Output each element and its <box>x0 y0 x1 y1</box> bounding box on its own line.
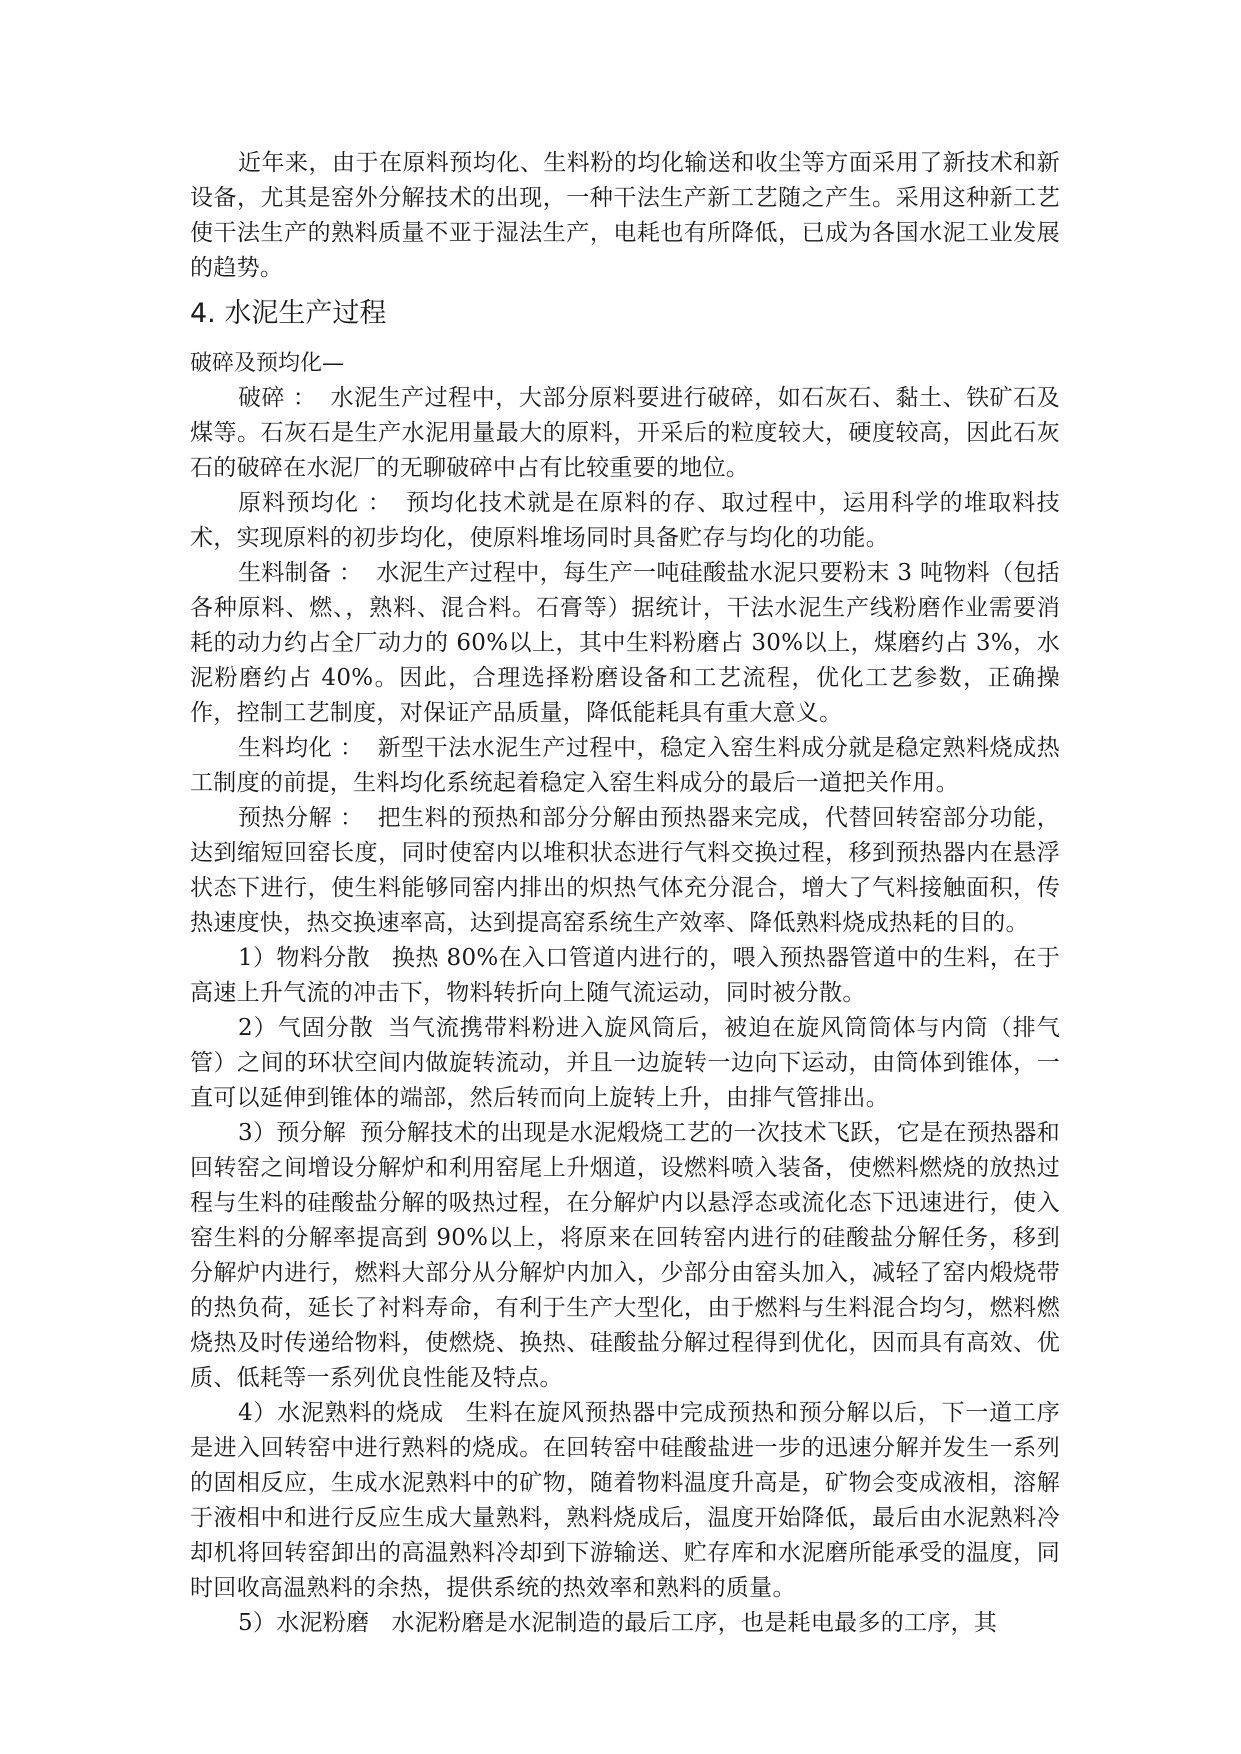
step-term: 2）气固分散 <box>238 1015 374 1041</box>
item-text: 把生料的预热和部分分解由预热器来完成，代替回转窑部分功能，达到缩短回窑长度，同时使窑内以堆积状态进行气料交换过程，移到预热器内在悬浮状态下进行，使生料能够同窑内排出的炽热气体充分混合，增大了气料接触面积，传热速度快，热交换速率高，达到提高窑系统生产效率、降低熟料烧成热耗的目的。 <box>190 805 1060 936</box>
section-subheading: 破碎及预均化— <box>190 351 345 376</box>
step-term: 5）水泥粉磨 <box>238 1610 370 1636</box>
step-precalcination <box>190 1116 1060 1396</box>
step-text: 预分解技术的出现是水泥煅烧工艺的一次技术飞跃，它是在预热器和回转窑之间增设分解炉和利用窑尾上升烟道，设燃料喷入装备，使燃料燃烧的放热过程与生料的硅酸盐分解的吸热过程，在分解炉内以悬浮态或流化态下迅速进行，使入窑生料的分解率提高到 90%以上，将原来在回转窑内进行的硅酸盐分解任务，移到分解炉内进行，燃料大部分从分解炉内加入，少部分由窑头加入，减轻了窑内煅烧带的热负荷，延长了衬料寿命，有利于生产大型化，由于燃料与生料混合均匀，燃料燃烧热及时传递给物料，使燃烧、换热、硅酸盐分解过程得到优化，因而具有高效、优质、低耗等一系列优良性能及特点。 <box>190 1120 1060 1391</box>
intro-paragraph: 近年来，由于在原料预均化、生料粉的均化输送和收尘等方面采用了新技术和新设备，尤其是窑外分解技术的出现，一种干法生产新工艺随之产生。采用这种新工艺使干法生产的熟料质量不亚于湿法生产，电耗也有所降低，已成为各国水泥工业发展的趋势。 <box>190 150 1060 281</box>
step-text: 水泥粉磨是水泥制造的最后工序，也是耗电最多的工序，其 <box>391 1610 998 1636</box>
step-text: 换热 80%在入口管道内进行的，喂入预热器管道中的生料，在于高速上升气流的冲击下，物料转折向上随气流运动，同时被分散。 <box>190 945 1061 1006</box>
step-clinker-burning <box>190 1396 1060 1606</box>
item-term: 生料制备 ： <box>238 560 363 586</box>
section-heading: 4. 水泥生产过程 <box>190 298 387 329</box>
item-text: 新型干法水泥生产过程中，稳定入窑生料成分就是稳定熟料烧成热工制度的前提，生料均化系统起着稳定入窑生料成分的最后一道把关作用。 <box>190 735 1060 796</box>
step-term: 3）预分解 <box>238 1120 347 1146</box>
step-gas-solid-separation <box>190 1011 1060 1116</box>
item-text: 水泥生产过程中，每生产一吨硅酸盐水泥只要粉末 3 吨物料（包括各种原料、燃、，熟料、混合料。石膏等）据统计，干法水泥生产线粉磨作业需要消耗的动力约占全厂动力的 60%以上，其中生料粉磨占 30%以上，煤磨约占 3%，水泥粉磨约占 40%。因此，合理选择粉磨设备和工艺流程，优化工艺参数，正确操作，控制工艺制度，对保证产品质量，降低能耗具有重大意义。 <box>190 560 1060 726</box>
item-term: 预热分解 ： <box>238 805 364 831</box>
item-prehomogenization <box>190 486 1060 556</box>
step-term: 1）物料分散 <box>238 945 371 971</box>
step-term: 4）水泥熟料的烧成 <box>238 1400 444 1426</box>
item-term: 原料预均化 ： <box>238 490 393 516</box>
step-cement-grinding <box>190 1606 1060 1641</box>
item-raw-meal-homogenization <box>190 731 1060 801</box>
item-text: 水泥生产过程中，大部分原料要进行破碎，如石灰石、黏土、铁矿石及煤等。石灰石是生产水泥用量最大的原料，开采后的粒度较大，硬度较高，因此石灰石的破碎在水泥厂的无聊破碎中占有比较重要的地位。 <box>190 385 1060 481</box>
item-raw-meal-preparation <box>190 556 1060 731</box>
step-material-dispersion <box>190 941 1060 1011</box>
item-text: 预均化技术就是在原料的存、取过程中，运用科学的堆取料技术，实现原料的初步均化，使原料堆场同时具备贮存与均化的功能。 <box>190 490 1060 551</box>
item-term: 生料均化 ： <box>238 735 364 761</box>
step-text: 生料在旋风预热器中完成预热和预分解以后，下一道工序是进入回转窑中进行熟料的烧成。在回转窑中硅酸盐进一步的迅速分解并发生一系列的固相反应，生成水泥熟料中的矿物，随着物料温度升高是，矿物会变成液相，溶解于液相中和进行反应生成大量熟料，熟料烧成后，温度开始降低，最后由水泥熟料冷却机将回转窑卸出的高温熟料冷却到下游输送、贮存库和水泥磨所能承受的温度，同时回收高温熟料的余热，提供系统的热效率和熟料的质量。 <box>190 1400 1060 1601</box>
page-body <box>190 146 1060 1641</box>
item-preheating-decomposition <box>190 801 1060 941</box>
step-text: 当气流携带料粉进入旋风筒后，被迫在旋风筒筒体与内筒（排气管）之间的环状空间内做旋转流动，并且一边旋转一边向下运动，由筒体到锥体，一直可以延伸到锥体的端部，然后转而向上旋转上升，由排气管排出。 <box>190 1015 1060 1111</box>
item-term: 破碎 ： <box>238 385 317 411</box>
item-crushing <box>190 381 1060 486</box>
